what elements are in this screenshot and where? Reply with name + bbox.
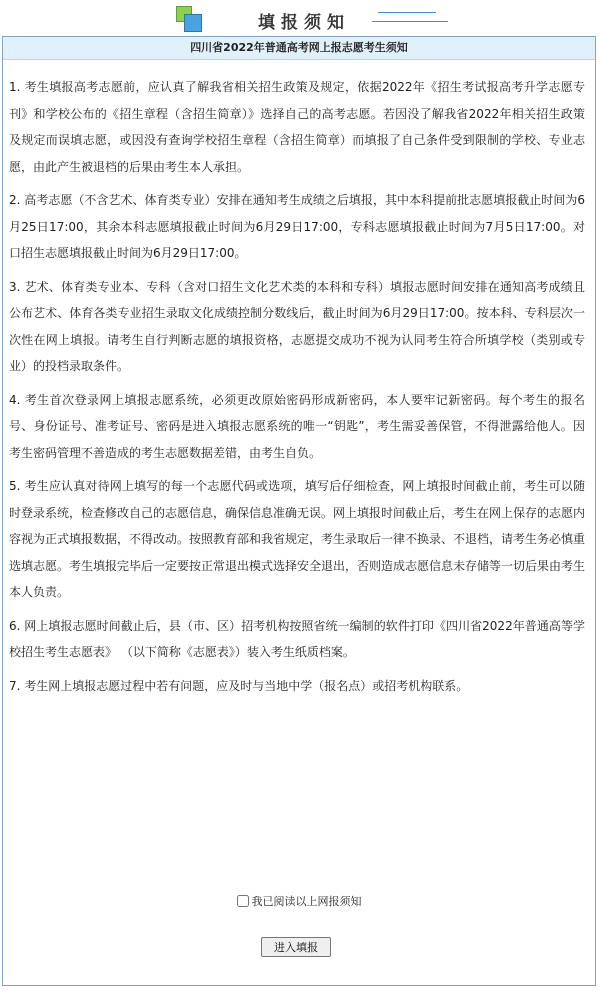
enter-button[interactable]: 进入填报 xyxy=(261,937,331,957)
page-title: 填报须知 xyxy=(258,13,350,33)
notice-item-3: 3. 艺术、体育类专业本、专科（含对口招生文化艺术类的本科和专科）填报志愿时间安排在通知高考成绩且公布艺术、体育各类专业招生录取文化成绩控制分数线后，截止时间为6月29日17:00。按本科、专科层次一次性在网上填报。请考生自行判断志愿的填报资格，志愿提交成功不视为认同考生符合所填学校（类别或专业）的投档录取条件。 xyxy=(9,279,585,373)
page-header xyxy=(0,0,600,36)
notice-item-4: 4. 考生首次登录网上填报志愿系统，必须更改原始密码形成新密码，本人要牢记新密码。每个考生的报名号、身份证号、准考证号、密码是进入填报志愿系统的唯一“钥匙”，考生需妥善保管，不得泄露给他人。因考生密码管理不善造成的考生志愿数据差错，由考生自负。 xyxy=(9,392,585,460)
decorative-line xyxy=(378,12,436,13)
notice-item-5: 5. 考生应认真对待网上填写的每一个志愿代码或选项，填写后仔细检查，网上填报时间截止前，考生可以随时登录系统，检查修改自己的志愿信息，确保信息准确无误。网上填报时间截止后，考生在网上保存的志愿内容视为正式填报数据，不得改动。按照教育部和我省规定，考生录取后一律不换录、不退档，请考生务必慎重选填志愿。考生填报完毕后一定要按正常退出模式选择安全退出，否则造成志愿信息未存储等一切后果由考生本人负责。 xyxy=(9,479,586,599)
agree-checkbox[interactable] xyxy=(237,895,249,907)
decorative-line xyxy=(372,21,448,22)
notice-item-7: 7. 考生网上填报志愿过程中若有问题，应及时与当地中学（报名点）或招考机构联系。 xyxy=(9,678,469,693)
agree-checkbox-row[interactable] xyxy=(3,893,595,909)
notice-panel xyxy=(2,36,596,986)
notice-content xyxy=(3,60,595,699)
notice-item-1: 1. 考生填报高考志愿前，应认真了解我省相关招生政策及规定，依据2022年《招生考试报高考升学志愿专刊》和学校公布的《招生章程（含招生简章）》选择自己的高考志愿。若因没了解我省2022年相关招生政策及规定而误填志愿，或因没有查询学校招生章程（含招生简章）而填报了自己条件受到限制的学校、专业志愿，由此产生被退档的后果由考生本人承担。 xyxy=(9,80,585,174)
notice-heading: 四川省2022年普通高考网上报志愿考生须知 xyxy=(3,37,595,60)
agree-checkbox-label: 我已阅读以上网报须知 xyxy=(251,895,362,908)
notice-item-6: 6. 网上填报志愿时间截止后，县（市、区）招考机构按照省统一编制的软件打印《四川省2022年普通高等学校招生考生志愿表》 （以下简称《志愿表》）装入考生纸质档案。 xyxy=(9,618,585,659)
logo-icon xyxy=(174,4,204,32)
notice-item-2: 2. 高考志愿（不含艺术、体育类专业）安排在通知考生成绩之后填报，其中本科提前批志愿填报截止时间为6月25日17:00，其余本科志愿填报截止时间为6月29日17:00，专科志愿填报截止时间为7月5日17:00。对口招生志愿填报截止时间为6月29日17:00。 xyxy=(9,193,585,260)
